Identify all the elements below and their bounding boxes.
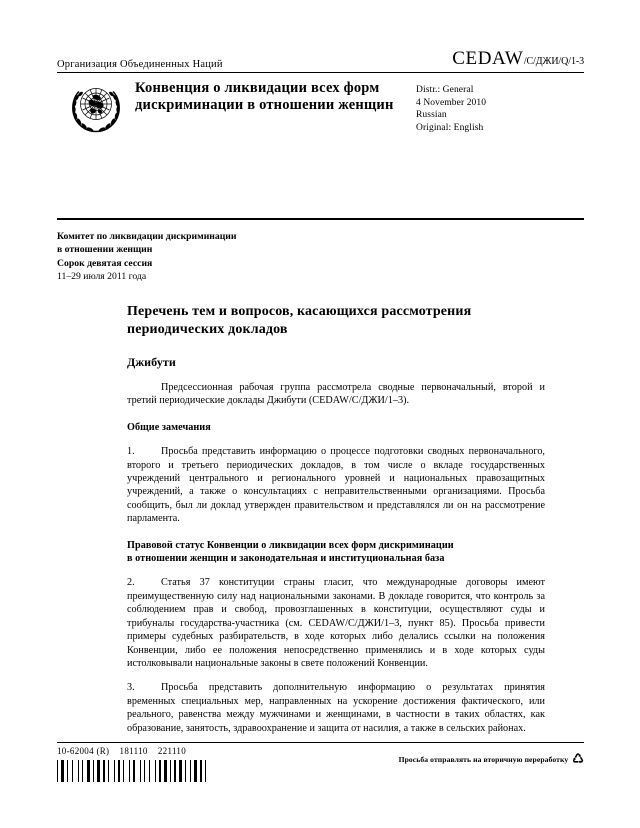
section-divider-heavy	[57, 218, 584, 220]
page-title: Перечень тем и вопросов, касающихся рассмотрения периодических докладов	[127, 304, 472, 337]
document-symbol	[452, 48, 584, 70]
footer-divider	[57, 742, 584, 743]
section-heading-legal-line1: Правовой статус Конвенции о ликвидации всех форм дискриминации	[127, 539, 454, 551]
section-heading-legal-line2: в отношении женщин и законодательная и институциональная база	[127, 553, 445, 565]
section-heading-general: Общие замечания	[127, 421, 211, 433]
original-language: Original: English	[416, 122, 484, 133]
paragraph-1-text: Просьба представить информацию о процессе подготовки сводных первоначального, второго и третьего периодических докладов, в том числе о вкладе государственных учреждений центрального и регионального уровней и национальных правозащитных учреждений, а также о консультациях с неправительственными организациями. Просьба сообщить, был ли доклад утвержден правительством и представлялся ли он на рассмотрение парламента.	[127, 446, 545, 525]
recycle-icon: ♺	[572, 751, 584, 766]
barcode-image	[57, 760, 211, 782]
document-symbol-main: CEDAW	[452, 48, 524, 69]
paragraph-2-text: Статья 37 конституции страны гласит, что международные договоры имеют преимущественную силу над национальными законами. В докладе говорится, что контроль за соблюдением прав и свобод, провозглашенных в конституции, осуществляют суды и трибуналы государства-участника (см. CEDAW/C/ДЖИ/1–3, пункт 85). Просьба привести примеры судебных разбирательств, в ходе которых либо делались ссылки на положения Конвенции, либо ее положения непосредственно применялись и в ходе которых суды истолковывали национальные законы в свете положений Конвенции.	[127, 577, 545, 669]
document-date: 4 November 2010	[416, 97, 487, 108]
committee-name-line1: Комитет по ликвидации дискриминации	[57, 231, 237, 242]
recycle-notice-text: Просьба отправлять на вторичную переработку	[398, 754, 569, 764]
paragraph-2	[127, 576, 545, 670]
committee-session: Сорок девятая сессия	[57, 257, 153, 269]
section-heading-legal-status	[127, 539, 545, 566]
masthead-divider	[57, 72, 584, 73]
committee-session-dates: 11–29 июля 2011 года	[57, 270, 147, 282]
masthead-top-row	[57, 48, 584, 72]
masthead	[57, 48, 584, 134]
intro-paragraph: Предсессионная рабочая группа рассмотрела сводные первоначальный, второй и третий периодические доклады Джибути (CEDAW/C/ДЖИ/1–3).	[127, 382, 545, 407]
paragraph-2-number: 2.	[127, 577, 135, 589]
job-number: 10-62004 (R) 181110 221110	[57, 746, 187, 756]
paragraph-3-text: Просьба представить дополнительную информацию о результатах принятия временных специальных мер, направленных на ускорение достижения фактического, или реального, равенства между мужчинами и женщинами, в частности в таких областях, как образование, занятость, здравоохранение и защита от насилия, а также в сельских районах.	[127, 682, 545, 734]
document-language: Russian	[416, 110, 447, 121]
country-name: Джибути	[127, 355, 176, 369]
document-symbol-suffix: /C/ДЖИ/Q/1-3	[523, 56, 584, 67]
emblem-cell	[57, 80, 135, 134]
distribution-block	[416, 80, 584, 134]
paragraph-1	[127, 445, 545, 525]
recycle-notice	[398, 751, 584, 766]
convention-title: Конвенция о ликвидации всех форм дискриминации в отношении женщин	[135, 80, 394, 113]
paragraph-1-number: 1.	[127, 446, 135, 458]
un-emblem-icon	[67, 82, 125, 134]
distribution-line: Distr.: General	[416, 85, 474, 95]
paragraph-3	[127, 681, 545, 735]
committee-block	[57, 230, 397, 283]
paragraph-3-number: 3.	[127, 682, 135, 694]
masthead-body-row	[57, 80, 584, 134]
committee-name-line2: в отношении женщин	[57, 244, 153, 256]
main-content	[127, 303, 545, 735]
organization-name: Организация Объединенных Наций	[57, 59, 223, 70]
